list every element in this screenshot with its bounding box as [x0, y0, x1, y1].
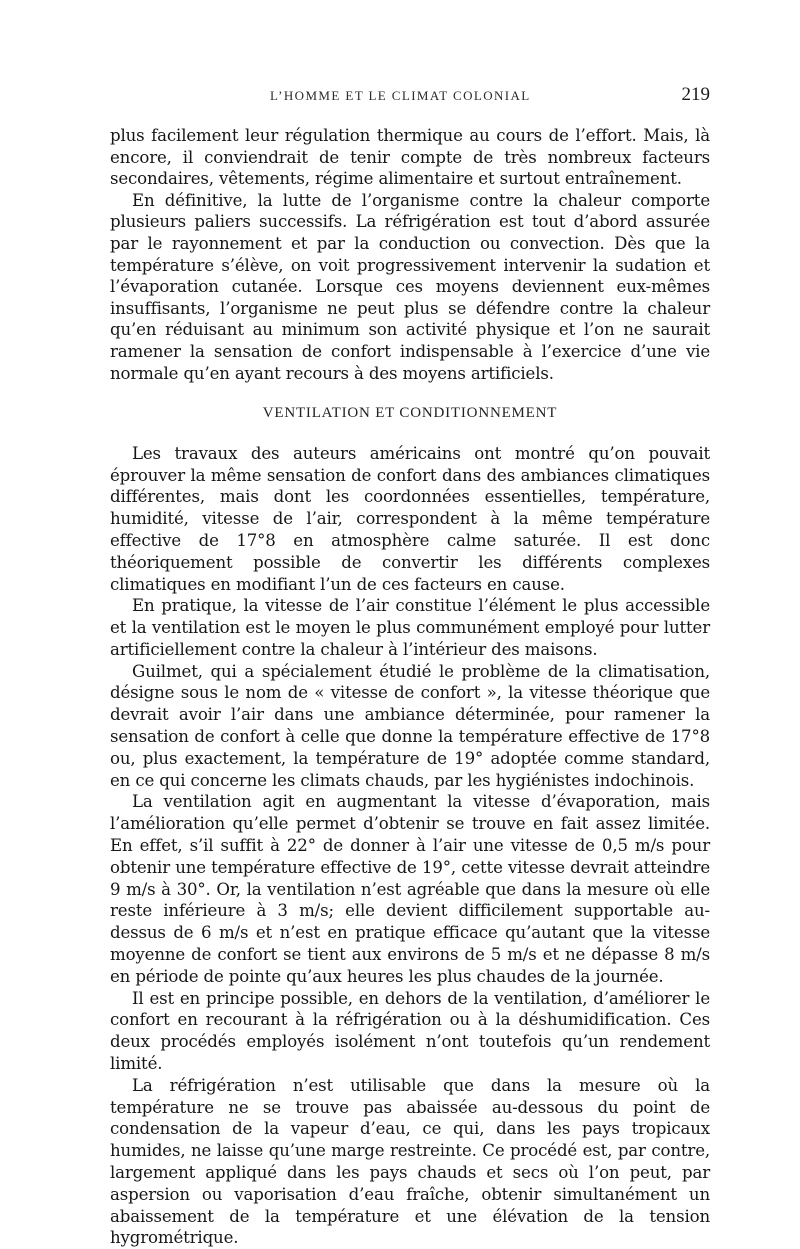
section-ventilation: [110, 443, 710, 1249]
paragraph: Il est en principe possible, en dehors de la ventilation, d’améliorer le confort en recourant à la réfrigération ou à la déshumidification. Ces deux procédés employés isolément n’ont toutefois qu’un rendement limité.: [110, 988, 710, 1074]
paragraph: En pratique, la vitesse de l’air constitue l’élément le plus accessible et la ventilation est le moyen le plus communément employé pour lutter artificiellement contre la chaleur à l’intérieur des maisons.: [110, 596, 710, 659]
page-header: [110, 84, 710, 112]
section-heading: VENTILATION ET CONDITIONNEMENT: [262, 405, 558, 422]
paragraph: Les travaux des auteurs américains ont montré qu’on pouvait éprouver la même sensation de confort dans des ambiances climatiques différentes, mais dont les coordonnées essentielles, température, humidité, vitesse de l’air, correspondent à la même température effective de 17°8 en atmosphère calme saturée. Il est donc théoriquement possible de convertir les différents complexes climatiques en modifiant l’un de ces facteurs en cause.: [110, 443, 710, 594]
page-number: 219: [681, 84, 710, 105]
paragraph: La réfrigération n’est utilisable que dans la mesure où la température ne se trouve pas abaissée au-dessous du point de condensation de la vapeur d’eau, ce qui, dans les pays tropicaux humides, ne laisse qu’une marge restreinte. Ce procédé est, par contre, largement appliqué dans les pays chauds et secs où l’on peut, par aspersion ou vaporisation d’eau fraîche, obtenir simultanément un abaissement de la température et une élévation de la tension hygrométrique.: [110, 1075, 710, 1248]
paragraph-continuation: plus facilement leur régulation thermique au cours de l’effort. Mais, là encore, il conviendrait de tenir compte de très nombreux facteurs secondaires, vêtements, régime alimentaire et surtout entraînement.: [110, 126, 710, 189]
body-text: [110, 125, 710, 1249]
paragraph: La ventilation agit en augmentant la vitesse d’évaporation, mais l’amélioration qu’elle permet d’obtenir se trouve en fait assez limitée. En effet, s’il suffit à 22° de donner à l’air une vitesse de 0,5 m/s pour obtenir une température effective de 19°, cette vitesse devrait atteindre 9 m/s à 30°. Or, la ventilation n’est agréable que dans la mesure où elle reste inférieure à 3 m/s; elle devient difficilement supportable au-dessus de 6 m/s et n’est en pratique efficace qu’autant que la vitesse moyenne de confort se tient aux environs de 5 m/s et ne dépasse 8 m/s en période de pointe qu’aux heures les plus chaudes de la journée.: [110, 792, 710, 986]
running-title: L’HOMME ET LE CLIMAT COLONIAL: [270, 88, 531, 103]
paragraph: Guilmet, qui a spécialement étudié le problème de la climatisation, désigne sous le nom de « vitesse de confort », la vitesse théorique que devrait avoir l’air dans une ambiance déterminée, pour ramener la sensation de confort à celle que donne la température effective de 17°8 ou, plus exactement, la température de 19° adoptée comme standard, en ce qui concerne les climats chauds, par les hygiénistes indochinois.: [110, 661, 710, 790]
paragraph: En définitive, la lutte de l’organisme contre la chaleur comporte plusieurs paliers successifs. La réfrigération est tout d’abord assurée par le rayonnement et par la conduction ou convection. Dès que la température s’élève, on voit progressivement intervenir la sudation et l’évaporation cutanée. Lorsque ces moyens deviennent eux-mêmes insuffisants, l’organisme ne peut plus se défendre contre la chaleur qu’en réduisant au minimum son activité physique et l’on ne saurait ramener la sensation de confort indispensable à l’exercice d’une vie normale qu’en ayant recours à des moyens artificiels.: [110, 190, 710, 383]
